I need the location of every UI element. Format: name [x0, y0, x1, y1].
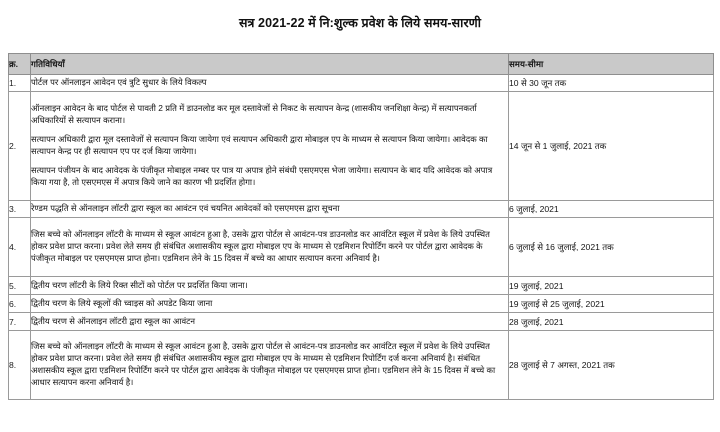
row-timeline: 14 जून से 1 जुलाई, 2021 तक	[509, 92, 714, 201]
column-header-timeline: समय-सीमा	[509, 54, 714, 75]
activity-paragraph: रेण्डम पद्धति से ऑनलाइन लॉटरी द्वारा स्कूल का आवंटन एवं चयनित आवेदकों को एसएमएस द्वारा सूचना	[31, 203, 340, 214]
row-timeline: 19 जुलाई से 25 जुलाई, 2021	[509, 295, 714, 313]
row-activity	[31, 75, 509, 92]
row-serial-number: 2.	[9, 92, 31, 201]
row-serial-number: 1.	[9, 75, 31, 92]
row-timeline: 6 जुलाई, 2021	[509, 201, 714, 218]
table-row	[9, 295, 714, 313]
row-timeline: 28 जुलाई से 7 अगस्त, 2021 तक	[509, 331, 714, 400]
table-row	[9, 92, 714, 201]
row-activity	[31, 331, 509, 400]
row-timeline: 10 से 30 जून तक	[509, 75, 714, 92]
row-serial-number: 4.	[9, 218, 31, 277]
row-activity	[31, 201, 509, 218]
table-row	[9, 313, 714, 331]
row-serial-number: 3.	[9, 201, 31, 218]
activity-paragraph: पोर्टल पर ऑनलाइन आवेदन एवं त्रुटि सुधार के लिये विकल्प	[31, 77, 207, 88]
row-activity	[31, 295, 509, 313]
row-activity	[31, 313, 509, 331]
table-header-row	[9, 54, 714, 75]
row-serial-number: 8.	[9, 331, 31, 400]
row-timeline: 19 जुलाई, 2021	[509, 277, 714, 295]
schedule-table-container	[8, 53, 713, 400]
table-body	[9, 75, 714, 400]
table-header	[9, 54, 714, 75]
row-timeline: 6 जुलाई से 16 जुलाई, 2021 तक	[509, 218, 714, 277]
table-row	[9, 277, 714, 295]
admission-schedule-table	[8, 53, 714, 400]
activity-paragraph: द्वितीय चरण लॉटरी के लिये रिक्त सीटों को पोर्टल पर प्रदर्शित किया जाना।	[31, 279, 248, 290]
activity-paragraph: ऑनलाइन आवेदन के बाद पोर्टल से पावती 2 प्रति में डाउनलोड कर मूल दस्तावेजों से निकट के सत्यापन केन्द्र (शासकीय जनशिक्षा केन्द्र) में सत्यापनकर्ता अधिकारियों से सत्यापन कराना।	[31, 103, 477, 126]
column-header-activities: गतिविधियाँ	[31, 54, 509, 75]
row-serial-number: 6.	[9, 295, 31, 313]
table-row	[9, 331, 714, 400]
table-row	[9, 201, 714, 218]
row-serial-number: 7.	[9, 313, 31, 331]
activity-paragraph: द्वितीय चरण से ऑनलाइन लॉटरी द्वारा स्कूल का आवंटन	[31, 315, 195, 326]
table-row	[9, 75, 714, 92]
row-activity	[31, 218, 509, 277]
activity-paragraph: द्वितीय चरण के लिये स्कूलों की च्वाइस को अपडेट किया जाना	[31, 297, 213, 308]
activity-paragraph: जिस बच्चे को ऑनलाइन लॉटरी के माध्यम से स्कूल आवंटन हुआ है, उसके द्वारा पोर्टल से आवंटन-पत्र डाउनलोड कर आवंटित स्कूल में प्रवेश के लिये उपस्थित होकर प्रवेश प्राप्त करना। प्रवेश लेते समय ही संबंधित अशासकीय स्कूल द्वारा मोबाइल एप के माध्यम से एडमिशन रिपोर्टिंग दर्ज करना अनिवार्य है। संबंधित अशासकीय स्कूल द्वारा एडमिशन रिपोर्टिंग करने पर पोर्टल द्वारा आवेदक के पंजीकृत मोबाइल पर एसएमएस प्राप्त होना। एडमिशन लेने के 15 दिवस में बच्चे का आधार सत्यापन करना अनिवार्य है।	[31, 341, 496, 387]
row-activity	[31, 277, 509, 295]
row-serial-number: 5.	[9, 277, 31, 295]
table-row	[9, 218, 714, 277]
activity-paragraph: जिस बच्चे को ऑनलाइन लॉटरी के माध्यम से स्कूल आवंटन हुआ है, उसके द्वारा पोर्टल से आवंटन-पत्र डाउनलोड कर आवंटित स्कूल में प्रवेश के लिये उपस्थित होकर प्रवेश प्राप्त करना। प्रवेश लेते समय ही संबंधित अशासकीय स्कूल द्वारा मोबाइल एप के माध्यम से एडमिशन रिपोर्टिंग करने पर पोर्टल द्वारा आवेदक के पंजीकृत मोबाइल पर एसएमएस प्राप्त होना। एडमिशन लेने के 15 दिवस में बच्चे का आधार सत्यापन करना अनिवार्य है।	[31, 229, 490, 263]
page-title: सत्र 2021-22 में नि:शुल्क प्रवेश के लिये समय-सारणी	[238, 16, 482, 30]
activity-paragraph: सत्यापन अधिकारी द्वारा मूल दस्तावेजों से सत्यापन किया जायेगा एवं सत्यापन अधिकारी द्वारा मोबाइल एप के माध्यम से सत्यापन किया जायेगा। आवेदक का सत्यापन केन्द्र पर ही सत्यापन एप पर दर्ज किया जायेगा।	[31, 134, 488, 156]
activity-paragraph: सत्यापन पंजीयन के बाद आवेदक के पंजीकृत मोबाइल नम्बर पर पात्र या अपात्र होने संबंधी एसएमएस भेजा जायेगा। सत्यापन के बाद यदि आवेदक को अपात्र किया गया है, तो एसएमएस में अपात्र किये जाने का कारण भी प्रदर्शित होगा।	[31, 164, 493, 187]
row-timeline: 28 जुलाई, 2021	[509, 313, 714, 331]
column-header-serial-number: क्र.	[9, 54, 31, 75]
row-activity	[31, 92, 509, 201]
